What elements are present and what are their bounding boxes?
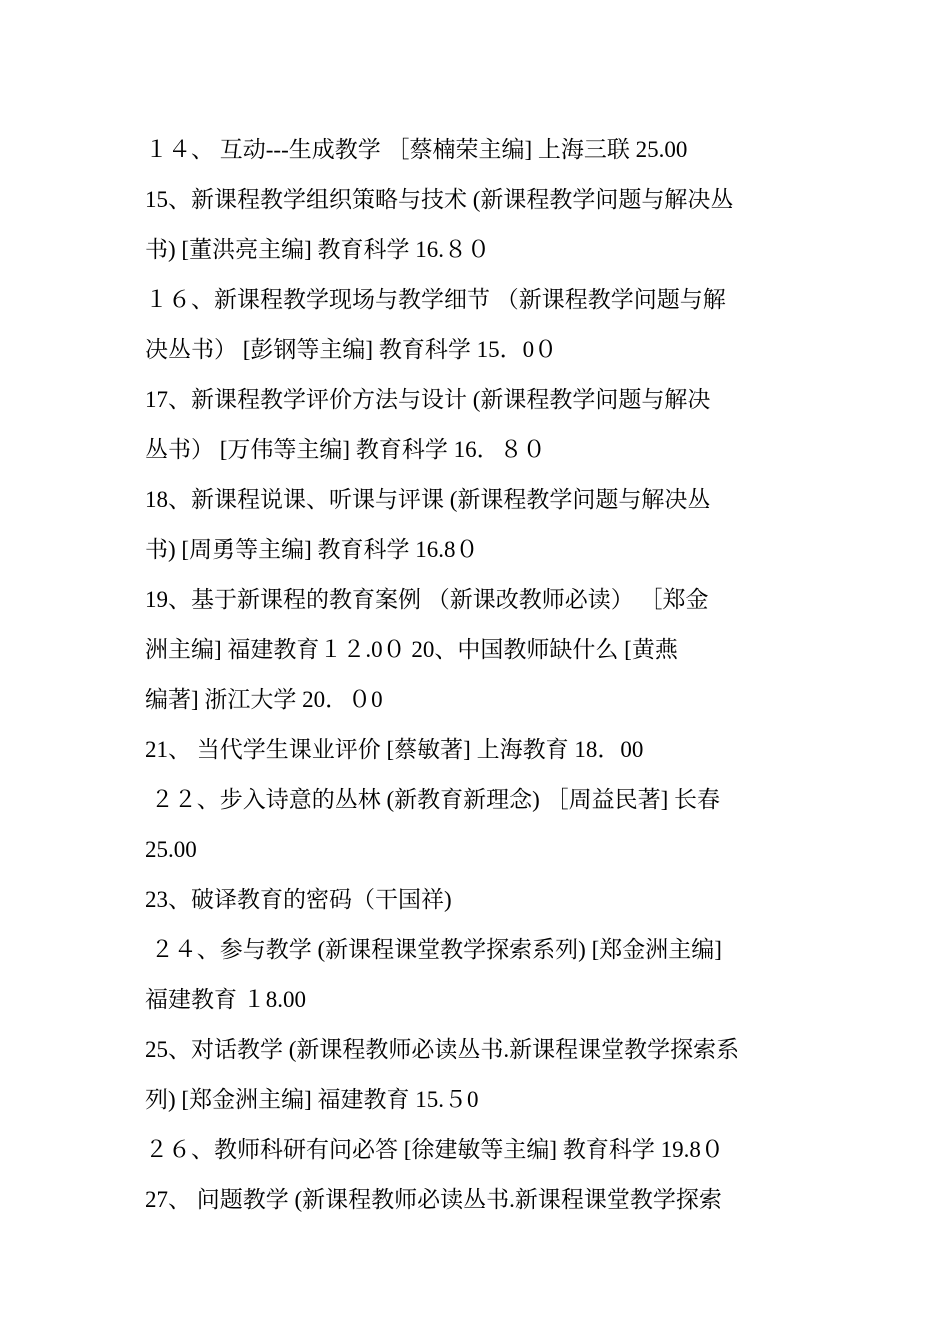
text-line: １４、 互动---生成教学 ［蔡楠荣主编] 上海三联 25.00 <box>145 137 688 162</box>
text-line: ２４、参与教学 (新课程课堂教学探索系列) [郑金洲主编] <box>145 937 722 962</box>
text-line: 洲主编] 福建教育１２.0０ 20、中国教师缺什么 [黄燕 <box>145 637 678 662</box>
text-line: 23、破译教育的密码（干国祥) <box>145 887 452 912</box>
text-line: 15、新课程教学组织策略与技术 (新课程教学问题与解决丛 <box>145 187 734 212</box>
text-line: 18、新课程说课、听课与评课 (新课程教学问题与解决丛 <box>145 487 711 512</box>
text-line: １６、新课程教学现场与教学细节 （新课程教学问题与解 <box>145 287 726 312</box>
text-line: 25.00 <box>145 837 197 862</box>
text-line: 27、 问题教学 (新课程教师必读丛书.新课程课堂教学探索 <box>145 1187 722 1212</box>
text-line: 书) [董洪亮主编] 教育科学 16.８０ <box>145 237 490 262</box>
text-line: 列) [郑金洲主编] 福建教育 15.５0 <box>145 1087 479 1112</box>
text-line: 编著] 浙江大学 20．０0 <box>145 687 383 712</box>
text-line: 书) [周勇等主编] 教育科学 16.8０ <box>145 537 479 562</box>
text-line: 17、新课程教学评价方法与设计 (新课程教学问题与解决 <box>145 387 711 412</box>
text-line: ２２、步入诗意的丛林 (新教育新理念) ［周益民著] 长春 <box>145 787 720 812</box>
text-line: 福建教育 １8.00 <box>145 987 306 1012</box>
text-line: 21、 当代学生课业评价 [蔡敏著] 上海教育 18．00 <box>145 737 644 762</box>
text-line: ２６、教师科研有问必答 [徐建敏等主编] 教育科学 19.8０ <box>145 1137 724 1162</box>
text-line: 25、对话教学 (新课程教师必读丛书.新课程课堂教学探索系 <box>145 1037 740 1062</box>
text-line: 19、基于新课程的教育案例 （新课改教师必读） ［郑金 <box>145 587 709 612</box>
text-line: 丛书） [万伟等主编] 教育科学 16．８０ <box>145 437 546 462</box>
document-body <box>145 125 815 1225</box>
text-line: 决丛书） [彭钢等主编] 教育科学 15．0０ <box>145 337 558 362</box>
